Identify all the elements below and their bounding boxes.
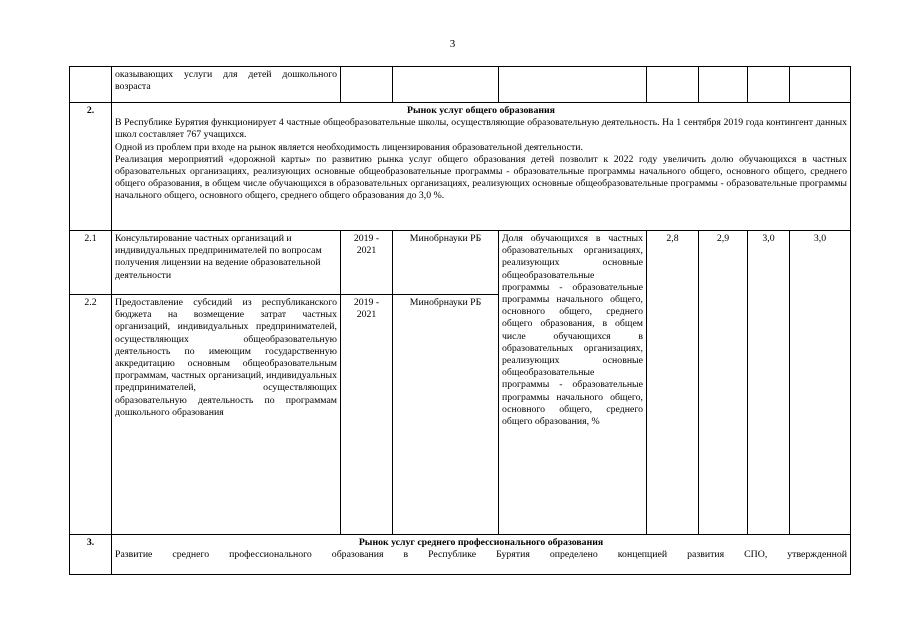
row-number: 2.1 [70, 231, 112, 295]
section-paragraph: Развитие среднего профессионального образования в Республике Бурятия определено концепцией развития СПО, утвержденной [115, 549, 847, 561]
section-number: 2. [70, 103, 112, 231]
section-paragraph: Реализация мероприятий «дорожной карты» по развитию рынка услуг общего образования детей позволит к 2022 году увеличить долю обучающихся в частных образовательных организациях, реализующих основные общеобразовательные программы - образовательные программы начального общего, основного общего, среднего общего образования, в общем числе обучающихся в образовательных организациях, реализующих основные общеобразовательные программы - образовательные программы начального общего, основного общего, среднего общего образования до 3,0 %. [115, 153, 847, 202]
period-cell: 2019 - 2021 [341, 295, 393, 535]
measure-text: Предоставление субсидий из республиканского бюджета на возмещение затрат частных организаций, индивидуальных предпринимателей, осуществляющих общеобразовательную деятельность по имеющим государственную аккредитацию основным общеобразовательным программам, частных организаций, индивидуальных предпринимателей, осуществляющих образовательную деятельность по программам дошкольного образования [115, 297, 337, 418]
period-cell: 2019 - 2021 [341, 231, 393, 295]
indicator-cell [499, 231, 647, 535]
value-2019: 2,8 [647, 231, 699, 535]
measure-cell [112, 295, 341, 535]
section-title: Рынок услуг общего образования [407, 105, 555, 116]
measure-cell [112, 231, 341, 295]
executor-cell: Минобрнауки РБ [393, 231, 499, 295]
section-number: 3. [70, 535, 112, 575]
measure-text: оказывающих услуги для детей дошкольного возраста [115, 69, 337, 93]
cell-empty [70, 67, 112, 103]
value-2021: 3,0 [748, 231, 790, 535]
cell-measure-continuation [112, 67, 341, 103]
section-title: Рынок услуг среднего профессионального образования [358, 537, 604, 548]
executor-cell: Минобрнауки РБ [393, 295, 499, 535]
section-content [112, 535, 851, 575]
measures-table [69, 66, 851, 575]
value-2022: 3,0 [790, 231, 851, 535]
measure-text: Консультирование частных организаций и индивидуальных предпринимателей по вопросам получения лицензии на ведение образовательной деятельности [115, 233, 322, 281]
row-number: 2.2 [70, 295, 112, 535]
section-content [112, 103, 851, 231]
table-row-continuation [70, 67, 851, 103]
section-row-2 [70, 103, 851, 231]
section-paragraph: В Республике Бурятия функционирует 4 частные общеобразовательные школы, осуществляющие образовательную деятельность. На 1 сентября 2019 года контингент данных школ составляет 767 учащихся. [115, 117, 847, 141]
value-2020: 2,9 [699, 231, 748, 535]
indicator-text: Доля обучающихся в частных образовательных организациях, реализующих основные общеобразовательные программы - образовательные программы начального общего, основного общего, среднего общего образования, в общем числе обучающихся в образовательных организациях, реализующих основные общеобразовательные программы - образовательные программы начального общего, основного общего, среднего общего образования, % [502, 233, 643, 428]
page-number: 3 [449, 38, 456, 50]
section-row-3 [70, 535, 851, 575]
table-row-2-1 [70, 231, 851, 295]
section-paragraph: Одной из проблем при входе на рынок является необходимость лицензирования образовательной деятельности. [115, 141, 584, 153]
